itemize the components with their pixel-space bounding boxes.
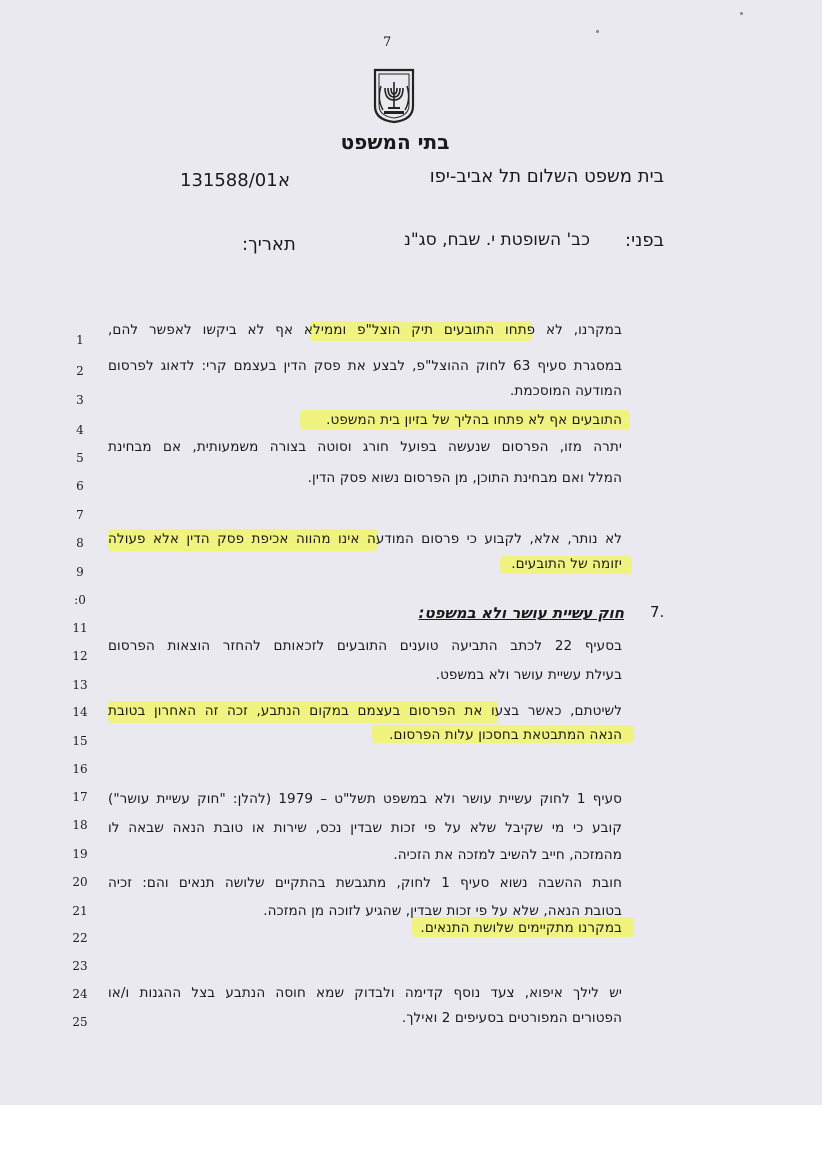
line-number: 6 xyxy=(76,479,84,493)
line-number: 17 xyxy=(72,790,88,804)
section-number: 7. xyxy=(650,603,665,621)
line-number: 25 xyxy=(72,1015,88,1029)
text-line: מהמזכה, חייב להשיב למזכה את הזכיה. xyxy=(393,847,622,863)
text-line: בסעיף 22 לכתב התביעה טוענים התובעים לזכאותם להחזר הוצאות הפרסום xyxy=(108,638,622,654)
line-number: 8 xyxy=(76,536,84,550)
line-number: 24 xyxy=(72,987,88,1001)
case-prefix: א xyxy=(278,170,291,191)
scan-speck xyxy=(596,30,599,33)
line-number: 1 xyxy=(76,333,84,347)
text-line: בטובת הנאה, שלא על פי זכות שבדין, שהגיע לזוכה מן המזכה. xyxy=(263,903,622,919)
line-number: 21 xyxy=(72,904,88,918)
text-line: המודעה המוסכמת. xyxy=(510,383,622,399)
line-number: 4 xyxy=(76,423,84,437)
line-number: 15 xyxy=(72,734,88,748)
text-line: סעיף 1 לחוק עשיית עושר ולא במשפט תשל"ט – 1979 (להלן: "חוק עשיית עושר") xyxy=(108,791,622,807)
court-system-title: בתי המשפט xyxy=(340,130,450,154)
line-number: 19 xyxy=(72,847,88,861)
scan-speck xyxy=(740,12,743,15)
before-label: בפני: xyxy=(625,230,664,251)
line-number: 12 xyxy=(72,649,88,663)
line-number: :0 xyxy=(74,593,86,607)
text-line: הנאה המתבטאת בחסכון עלות הפרסום. xyxy=(389,727,622,743)
text-line: חובת ההשבה נשוא סעיף 1 לחוק, מתגבשת בהתקיים שלושה תנאים והם: זכיה xyxy=(108,875,622,891)
line-number: 23 xyxy=(72,959,88,973)
text-line: הפטורים המפורטים בסעיפים 2 ואילך. xyxy=(401,1010,622,1026)
state-emblem-icon xyxy=(371,66,417,124)
line-number: 11 xyxy=(72,621,88,635)
line-number: 13 xyxy=(72,678,88,692)
text-line: התובעים אף לא פתחו בהליך של בזיון בית המשפט. xyxy=(326,412,622,428)
text-line: המלל ואם מבחינת התוכן, מן הפרסום נשוא פסק הדין. xyxy=(307,470,622,486)
text-line: לשיטתם, כאשר בצעו את הפרסום בעצמם במקום הנתבע, זכה זה האחרון בטובת xyxy=(108,703,622,719)
line-number: 16 xyxy=(72,762,88,776)
text-line: יזומה של התובעים. xyxy=(511,556,622,572)
judge-name: כב' השופטת י. שבח, סג"נ xyxy=(404,230,590,250)
line-number: 5 xyxy=(76,451,84,465)
line-number: 7 xyxy=(76,508,84,522)
text-line: בעילת עשיית עושר ולא במשפט. xyxy=(435,667,622,683)
text-line: במסגרת סעיף 63 לחוק ההוצל"פ, לבצע את פסק הדין בעצמם קרי: לדאוג לפרסום xyxy=(108,358,622,374)
case-number: 131588/01 xyxy=(180,170,278,191)
page-number: 7 xyxy=(383,35,392,50)
text-line: יתרה מזו, הפרסום שנעשה בפועל חורג וסוטה בצורה משמעותית, אם מבחינת xyxy=(108,439,622,455)
line-number: 3 xyxy=(76,393,84,407)
line-number: 18 xyxy=(72,818,88,832)
line-number: 20 xyxy=(72,875,88,889)
line-number: 9 xyxy=(76,565,84,579)
text-line: לא נותר, אלא, לקבוע כי פרסום המודעה אינו מהווה אכיפת פסק הדין אלא פעולה xyxy=(108,531,622,547)
text-line: במקרנו מתקיימים שלושת התנאים. xyxy=(420,920,622,936)
text-line: קובע כי מי שקיבל שלא על פי זכות שבדין נכס, שירות או טובת הנאה שבאה לו xyxy=(108,820,622,836)
section-heading: חוק עשיית עושר ולא במשפט: xyxy=(418,604,624,622)
date-label: תאריך: xyxy=(242,234,296,255)
line-number: 14 xyxy=(72,705,88,719)
court-name: בית משפט השלום תל אביב-יפו xyxy=(429,166,664,187)
line-number: 22 xyxy=(72,931,88,945)
text-line: במקרנו, לא פתחו התובעים תיק הוצל"פ וממילא אף לא ביקשו לאפשר להם, xyxy=(108,322,622,338)
line-number: 2 xyxy=(76,364,84,378)
text-line: יש לילך איפוא, צעד נוסף קדימה ולבדוק שמא חוסה הנתבע בצל ההגנות ו/או xyxy=(108,985,622,1001)
